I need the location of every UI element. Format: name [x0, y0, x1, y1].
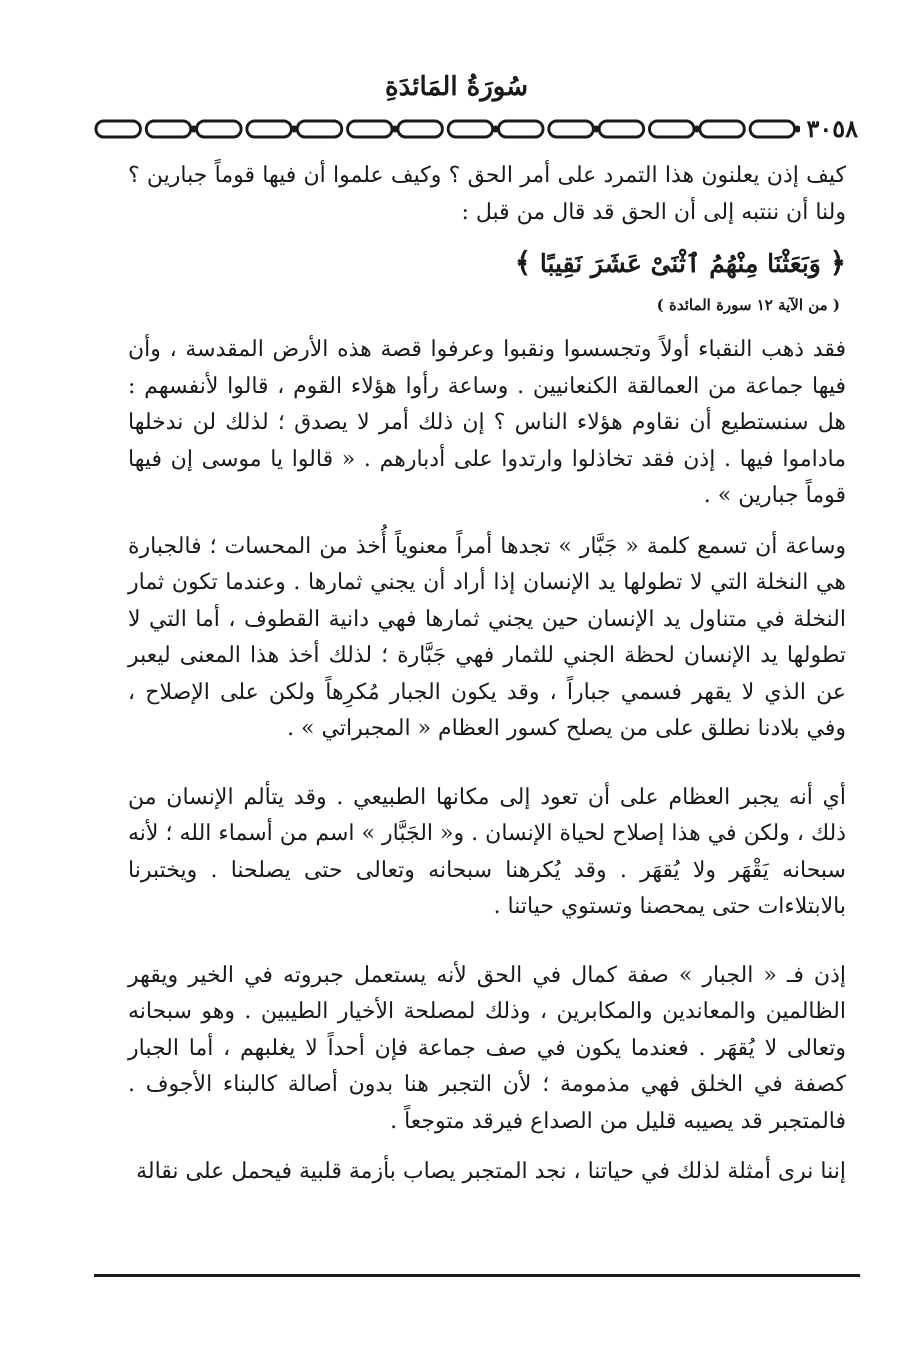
chain-link: [549, 121, 594, 137]
chain-link: [649, 121, 694, 137]
chain-link: [146, 121, 191, 137]
chain-link: [398, 121, 443, 137]
quran-verse: [128, 241, 846, 286]
chain-link: [700, 121, 745, 137]
chain-link: [348, 121, 393, 137]
paragraph-1: كيف إذن يعلنون هذا التمرد على أمر الحق ؟ وكيف علموا أن فيها قوماً جبارين ؟ ولنا أن ننتبه إلى أن الحق قد قال من قبل :: [128, 163, 846, 225]
verse-close-bracket: ﴾: [514, 246, 532, 279]
chain-link: [197, 121, 242, 137]
chain-link: [448, 121, 493, 137]
surah-title: سُورَةُ المَائدَةِ: [384, 72, 529, 102]
verse-open-bracket: ﴿: [829, 246, 846, 279]
chain-link: [599, 121, 644, 137]
chain-link: [750, 121, 795, 137]
paragraph-4: أي أنه يجبر العظام على أن تعود إلى مكانها الطبيعي . وقد يتألم الإنسان من ذلك ، ولكن في هذا إصلاح لحياة الإنسان . و« الجَبَّار » اسم من أسماء الله ؛ لأنه سبحانه يَقْهَر ولا يُقهَر . وقد يُكرهنا سبحانه وتعالى حتى يصلحنا . ويختبرنا بالابتلاءات حتى يمحصنا وتستوي حياتنا .: [128, 784, 846, 919]
paragraph-5: إذن فـ « الجبار » صفة كمال في الحق لأنه يستعمل جبروته في الخير ويقهر الظالمين والمعاندين والمكابرين ، وذلك لمصلحة الأخيار الطيبين . وهو سبحانه وتعالى لا يُقهَر . فعندما يكون في صف جماعة فإن أحداً لا يغلبهم ، أما الجبار كصفة في الخلق فهي مذمومة ؛ لأن التجبر هنا بدون أصالة كالبناء الأجوف . فالمتجبر قد يصيبه قليل من الصداع فيرقد متوجعاً .: [128, 962, 846, 1134]
ornamental-chain: [94, 116, 800, 142]
verse-text: وَبَعَثْنَا مِنْهُمُ ٱثْنَىْ عَشَرَ نَقِيبًا: [539, 249, 821, 278]
header-rule: [94, 116, 864, 142]
paragraph-2: فقد ذهب النقباء أولاً وتجسسوا ونقبوا وعرفوا قصة هذه الأرض المقدسة ، وأن فيها جماعة من العمالقة الكنعانيين . وساعة رأوا هؤلاء القوم ، قالوا لأنفسهم : هل سنستطيع أن نقاوم هؤلاء الناس ؟ إن ذلك أمر لا يصدق ؛ لذلك لن ندخلها ماداموا فيها . إذن فقد تخاذلوا وارتدوا على أدبارهم . « قالوا يا موسى إن فيها قوماً جبارين » .: [128, 337, 846, 508]
chain-link: [499, 121, 544, 137]
footer-rule: [94, 1274, 860, 1277]
verse-reference: ( من الآية ١٢ سورة المائدة ): [656, 296, 840, 314]
chain-link: [96, 121, 141, 137]
chain-link: [247, 121, 292, 137]
paragraph-6: إننا نرى أمثلة لذلك في حياتنا ، نجد المتجبر يصاب بأزمة قلبية فيحمل على نقالة: [136, 1159, 846, 1184]
page-body: [128, 158, 846, 1191]
chain-link: [297, 121, 342, 137]
paragraph-3: وساعة أن تسمع كلمة « جَبَّار » تجدها أمراً معنوياً أُخذ من المحسات ؛ فالجبارة هي النخلة التي لا تطولها يد الإنسان إذا أراد أن يجني ثمارها . وعندما تكون ثمار النخلة في متناول يد الإنسان حين يجني ثمارها فهي دانية القطوف ، أما التي لا تطولها يد الإنسان لحظة الجني للثمار فهي جَبَّارة ؛ لذلك أخذ هذا المعنى ليعبر عن الذي لا يقهر فسمي جباراً ، وقد يكون الجبار مُكرِهاً ولكن على الإصلاح ، وفي بلادنا نطلق على من يصلح كسور العظام « المجبراتي » .: [128, 533, 846, 741]
page-number: ٣٠٥٨: [806, 114, 858, 143]
